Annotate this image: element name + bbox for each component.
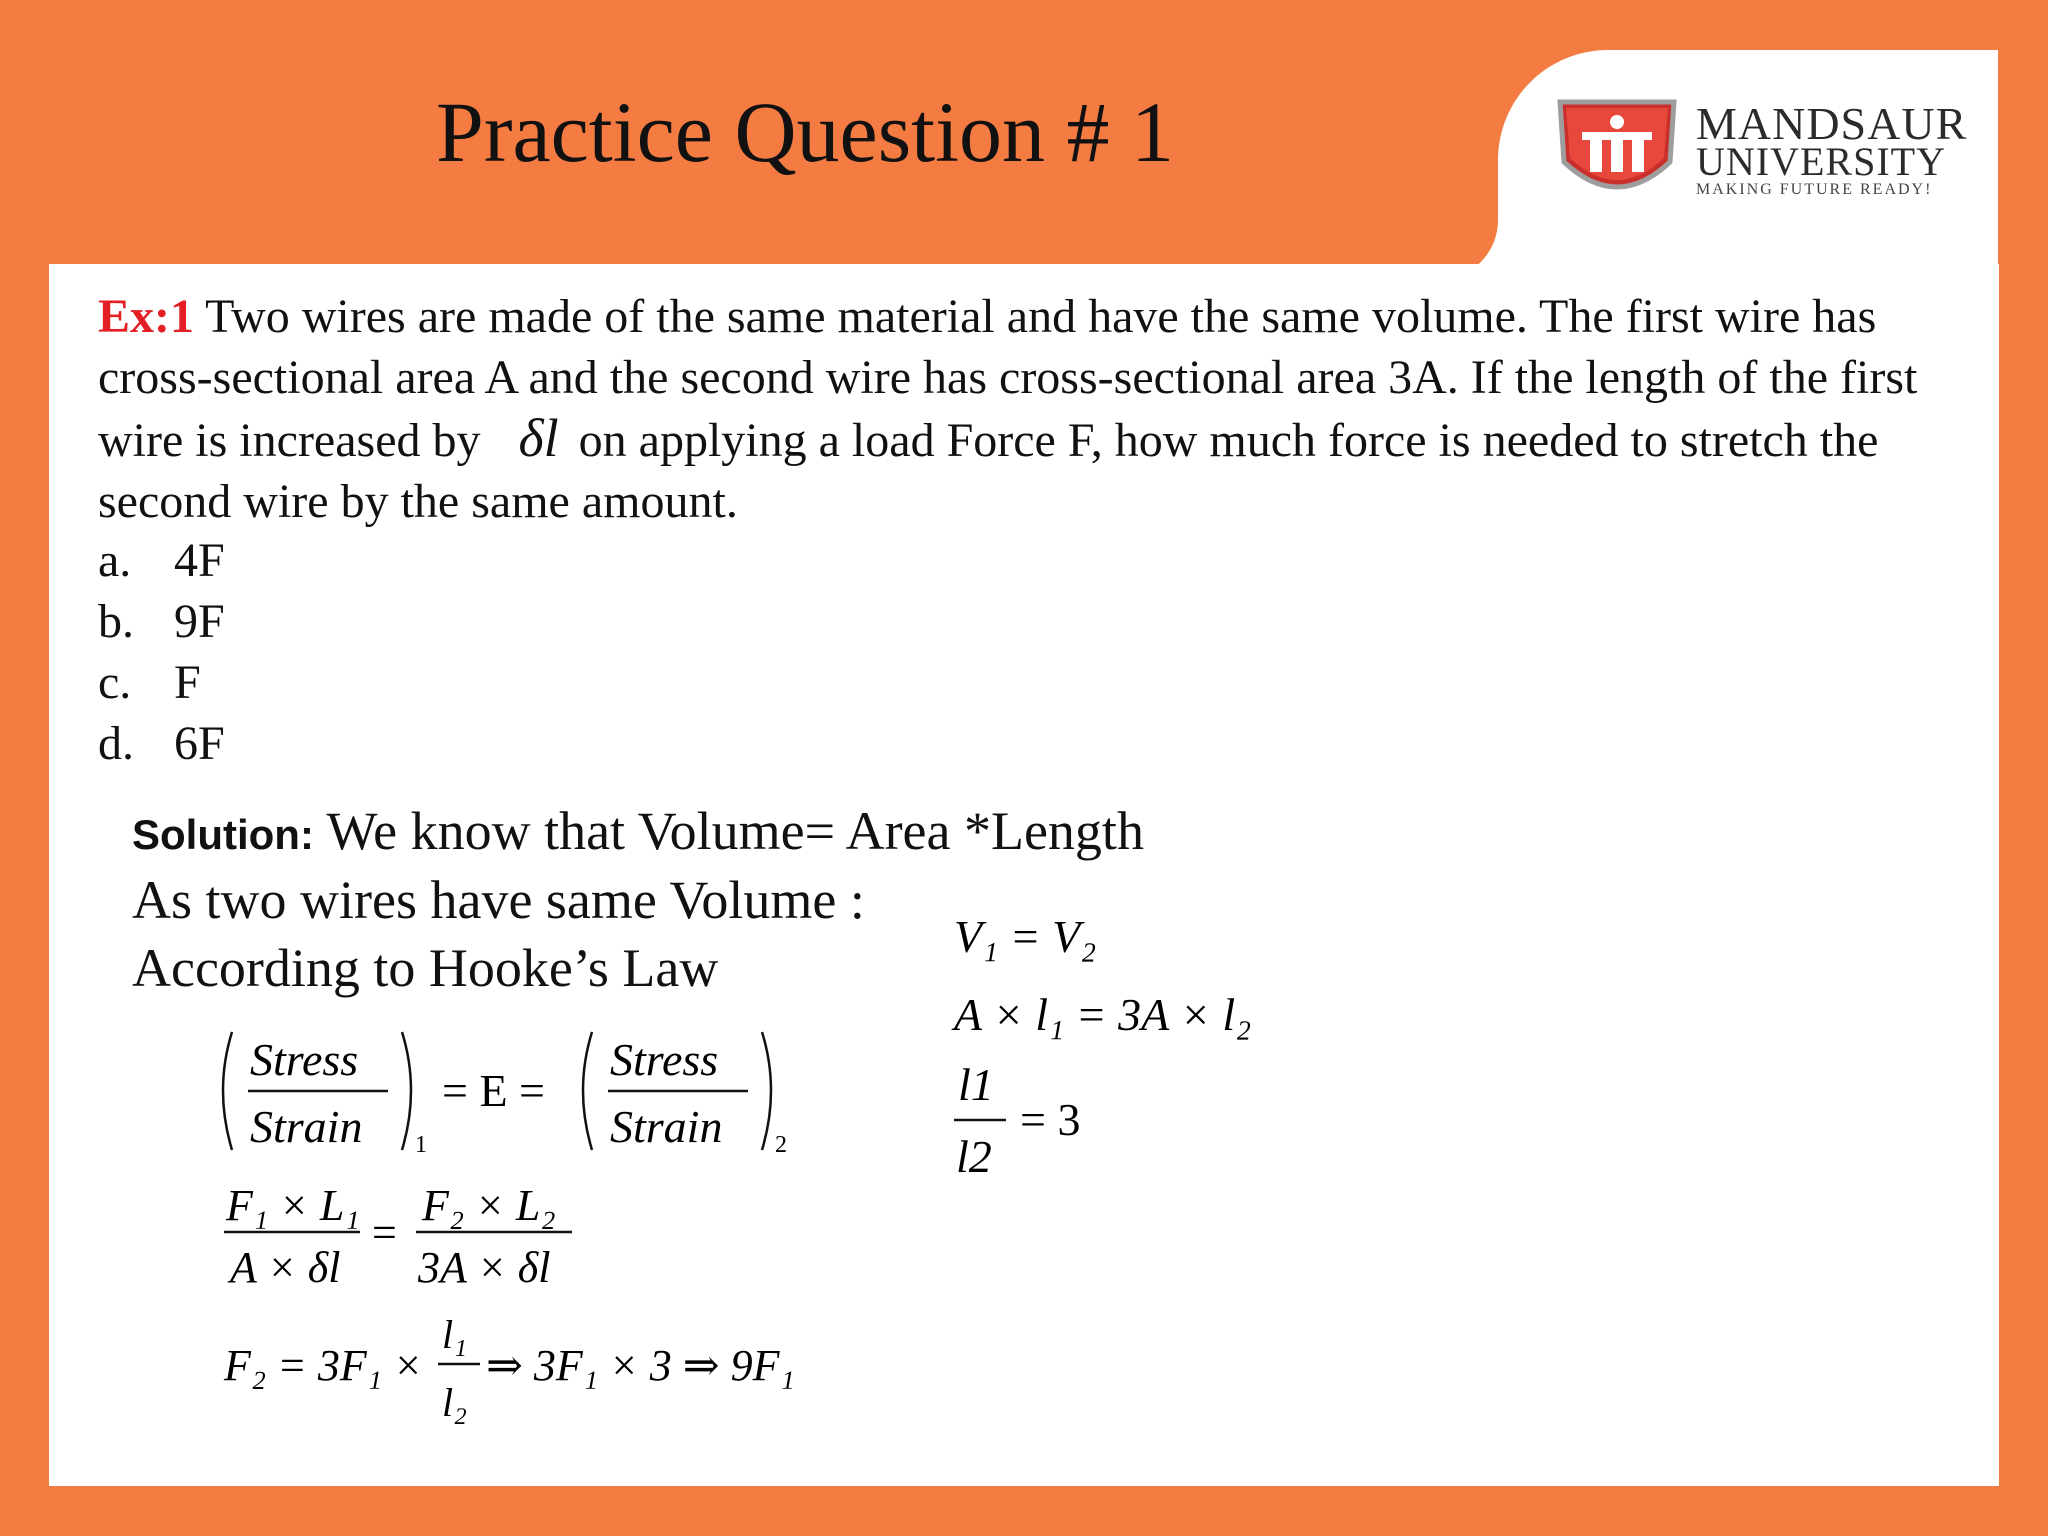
option-key: c.	[98, 656, 132, 709]
force-den-2: 3A × δl	[418, 1243, 551, 1292]
option-key: b.	[98, 595, 134, 648]
force-ratio-equation	[220, 1170, 620, 1300]
final-lhs: F₂ = 3F₁ ×	[224, 1341, 423, 1390]
ratio-equals: = 3	[1020, 1094, 1081, 1145]
option-b	[98, 591, 225, 652]
option-a	[98, 530, 225, 591]
sub-2: 2	[775, 1132, 787, 1158]
slide-title: Practice Question # 1	[436, 84, 1174, 180]
strain-2: Strain	[610, 1101, 723, 1152]
volume-equations	[950, 900, 1330, 1200]
force-den-1: A × δl	[230, 1243, 341, 1292]
final-frac-den: l₂	[442, 1380, 468, 1425]
equals-e: = E =	[442, 1065, 545, 1116]
ratio-den: l2	[956, 1131, 992, 1182]
logo-name: MANDSAUR	[1696, 98, 1968, 149]
solution-label: Solution:	[132, 811, 314, 858]
final-equation	[220, 1300, 880, 1440]
solution-line-1	[132, 797, 1144, 869]
volume-eq-2: A × l₁ = 3A × l₂	[954, 989, 1252, 1040]
volume-eq-1: V₁ = V₂	[954, 911, 1097, 962]
option-c	[98, 652, 201, 713]
option-value: 6F	[174, 717, 225, 770]
final-frac-num: l₁	[442, 1312, 468, 1357]
university-shield-logo	[1552, 92, 1682, 212]
question-body-1: Two wires are made of the same material and have the same volume. The first wire has cross-sectional area A and the second wire has cross-sectional area 3A. If the length of the first wire is increased by	[98, 290, 1918, 467]
solution-line-2: As two wires have same Volume :	[132, 870, 865, 930]
hooke-equation	[210, 1020, 830, 1170]
force-num-2: F₂ × L₂	[422, 1181, 556, 1230]
sub-1: 1	[415, 1132, 427, 1158]
option-value: F	[174, 656, 201, 709]
logo-tagline: MAKING FUTURE READY!	[1696, 181, 1933, 198]
stress-1: Stress	[250, 1034, 359, 1085]
solution-line-3: According to Hooke’s Law	[132, 938, 719, 998]
option-d	[98, 713, 225, 774]
solution-text-1: We know that Volume= Area *Length	[313, 801, 1144, 861]
option-key: a.	[98, 534, 132, 587]
final-rhs: ⇒ 3F₁ × 3 ⇒ 9F₁	[486, 1341, 795, 1390]
stress-2: Stress	[610, 1034, 719, 1085]
question-text	[98, 286, 1978, 532]
logo-subname: UNIVERSITY	[1696, 139, 1946, 184]
force-num-1: F₁ × L₁	[226, 1181, 360, 1230]
question-label: Ex:1	[98, 290, 194, 343]
option-value: 4F	[174, 534, 225, 587]
question-body-2: on applying a load Force F, how much force is needed to stretch the second wire by the same amount.	[98, 414, 1879, 528]
option-key: d.	[98, 717, 134, 770]
strain-1: Strain	[250, 1101, 363, 1152]
ratio-num: l1	[958, 1059, 994, 1110]
delta-l-symbol: δl	[518, 408, 559, 468]
force-equals: =	[372, 1208, 397, 1257]
option-value: 9F	[174, 595, 225, 648]
